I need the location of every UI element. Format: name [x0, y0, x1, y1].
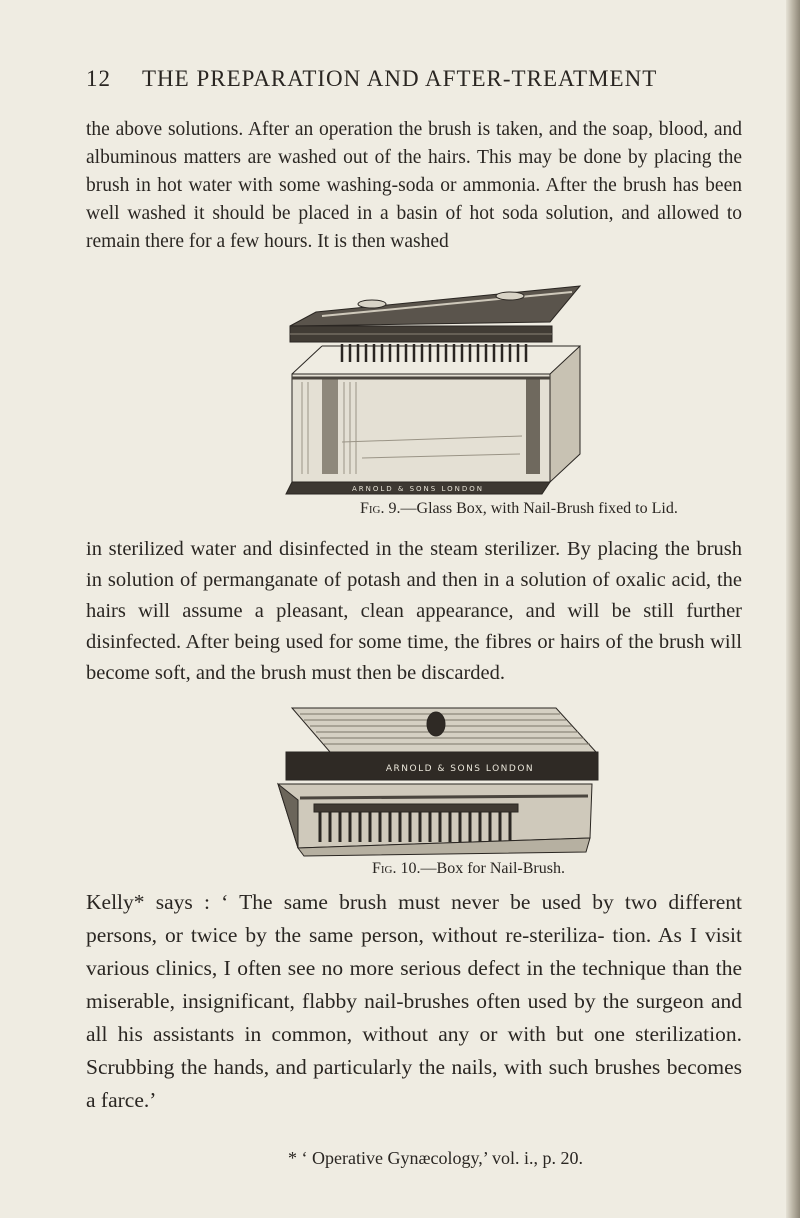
figure-9-caption: [360, 500, 678, 518]
paragraph-2: in sterilized water and disinfected in the steam sterilizer. By placing the brush in solution of permanganate of potash and then in a solution of oxalic acid, the hairs will assume a pleasant, clean appearance, and will be still further disinfected. After being used for some time, the fibres or hairs of the brush will become soft, and the brush must then be discarded.: [86, 538, 742, 684]
figure-9-glass-box-illustration: [282, 282, 588, 500]
figure-10-caption: [372, 860, 565, 878]
running-header: [86, 66, 746, 100]
figure-10-caption-text: —Box for Nail-Brush.: [420, 860, 565, 877]
box-side: [550, 346, 580, 482]
lid-knob-right: [496, 292, 524, 300]
brush-bristles: [342, 344, 526, 362]
page-edge: [786, 0, 800, 1218]
fig9-engraved-text: ARNOLD & SONS LONDON: [352, 485, 484, 493]
figure-10-label: Fig. 10.: [372, 860, 421, 877]
running-title: THE PREPARATION AND AFTER-TREATMENT: [142, 66, 658, 91]
box-body: [278, 784, 592, 848]
figure-10-brush-box-illustration: [270, 700, 606, 858]
crest-emblem: [427, 712, 445, 736]
lid-knob-left: [358, 300, 386, 308]
figure-9-label: Fig. 9.: [360, 500, 401, 517]
page-number: 12: [86, 66, 111, 91]
figure-9-caption-text: —Glass Box, with Nail-Brush fixed to Lid.: [400, 500, 678, 517]
paragraph-1: the above solutions. After an operation the brush is taken, and the soap, blood, and albuminous matters are washed out of the hairs. This may be done by placing the brush in hot water with some washing-soda or ammonia. After the brush has been well washed it should be placed in a basin of hot soda solution, and allowed to remain there for a few hours. It is then washed: [86, 119, 742, 252]
paragraph-3-kelly-quote: Kelly* says : ‘ The same brush must never be used by two different persons, or twice by the same person, without re-steriliza- tion. As I visit various clinics, I often see no more serious defect in the technique than the miserable, insignificant, flabby nail-brushes often used by the surgeon and all his assistants in common, without any or with but one sterilization. Scrubbing the hands, and particularly the nails, with such brushes becomes a farce.’: [86, 890, 742, 1112]
fig10-engraved-text: ARNOLD & SONS LONDON: [385, 764, 535, 774]
footnote: * ‘ Operative Gynæcology,’ vol. i., p. 20.: [288, 1148, 583, 1168]
